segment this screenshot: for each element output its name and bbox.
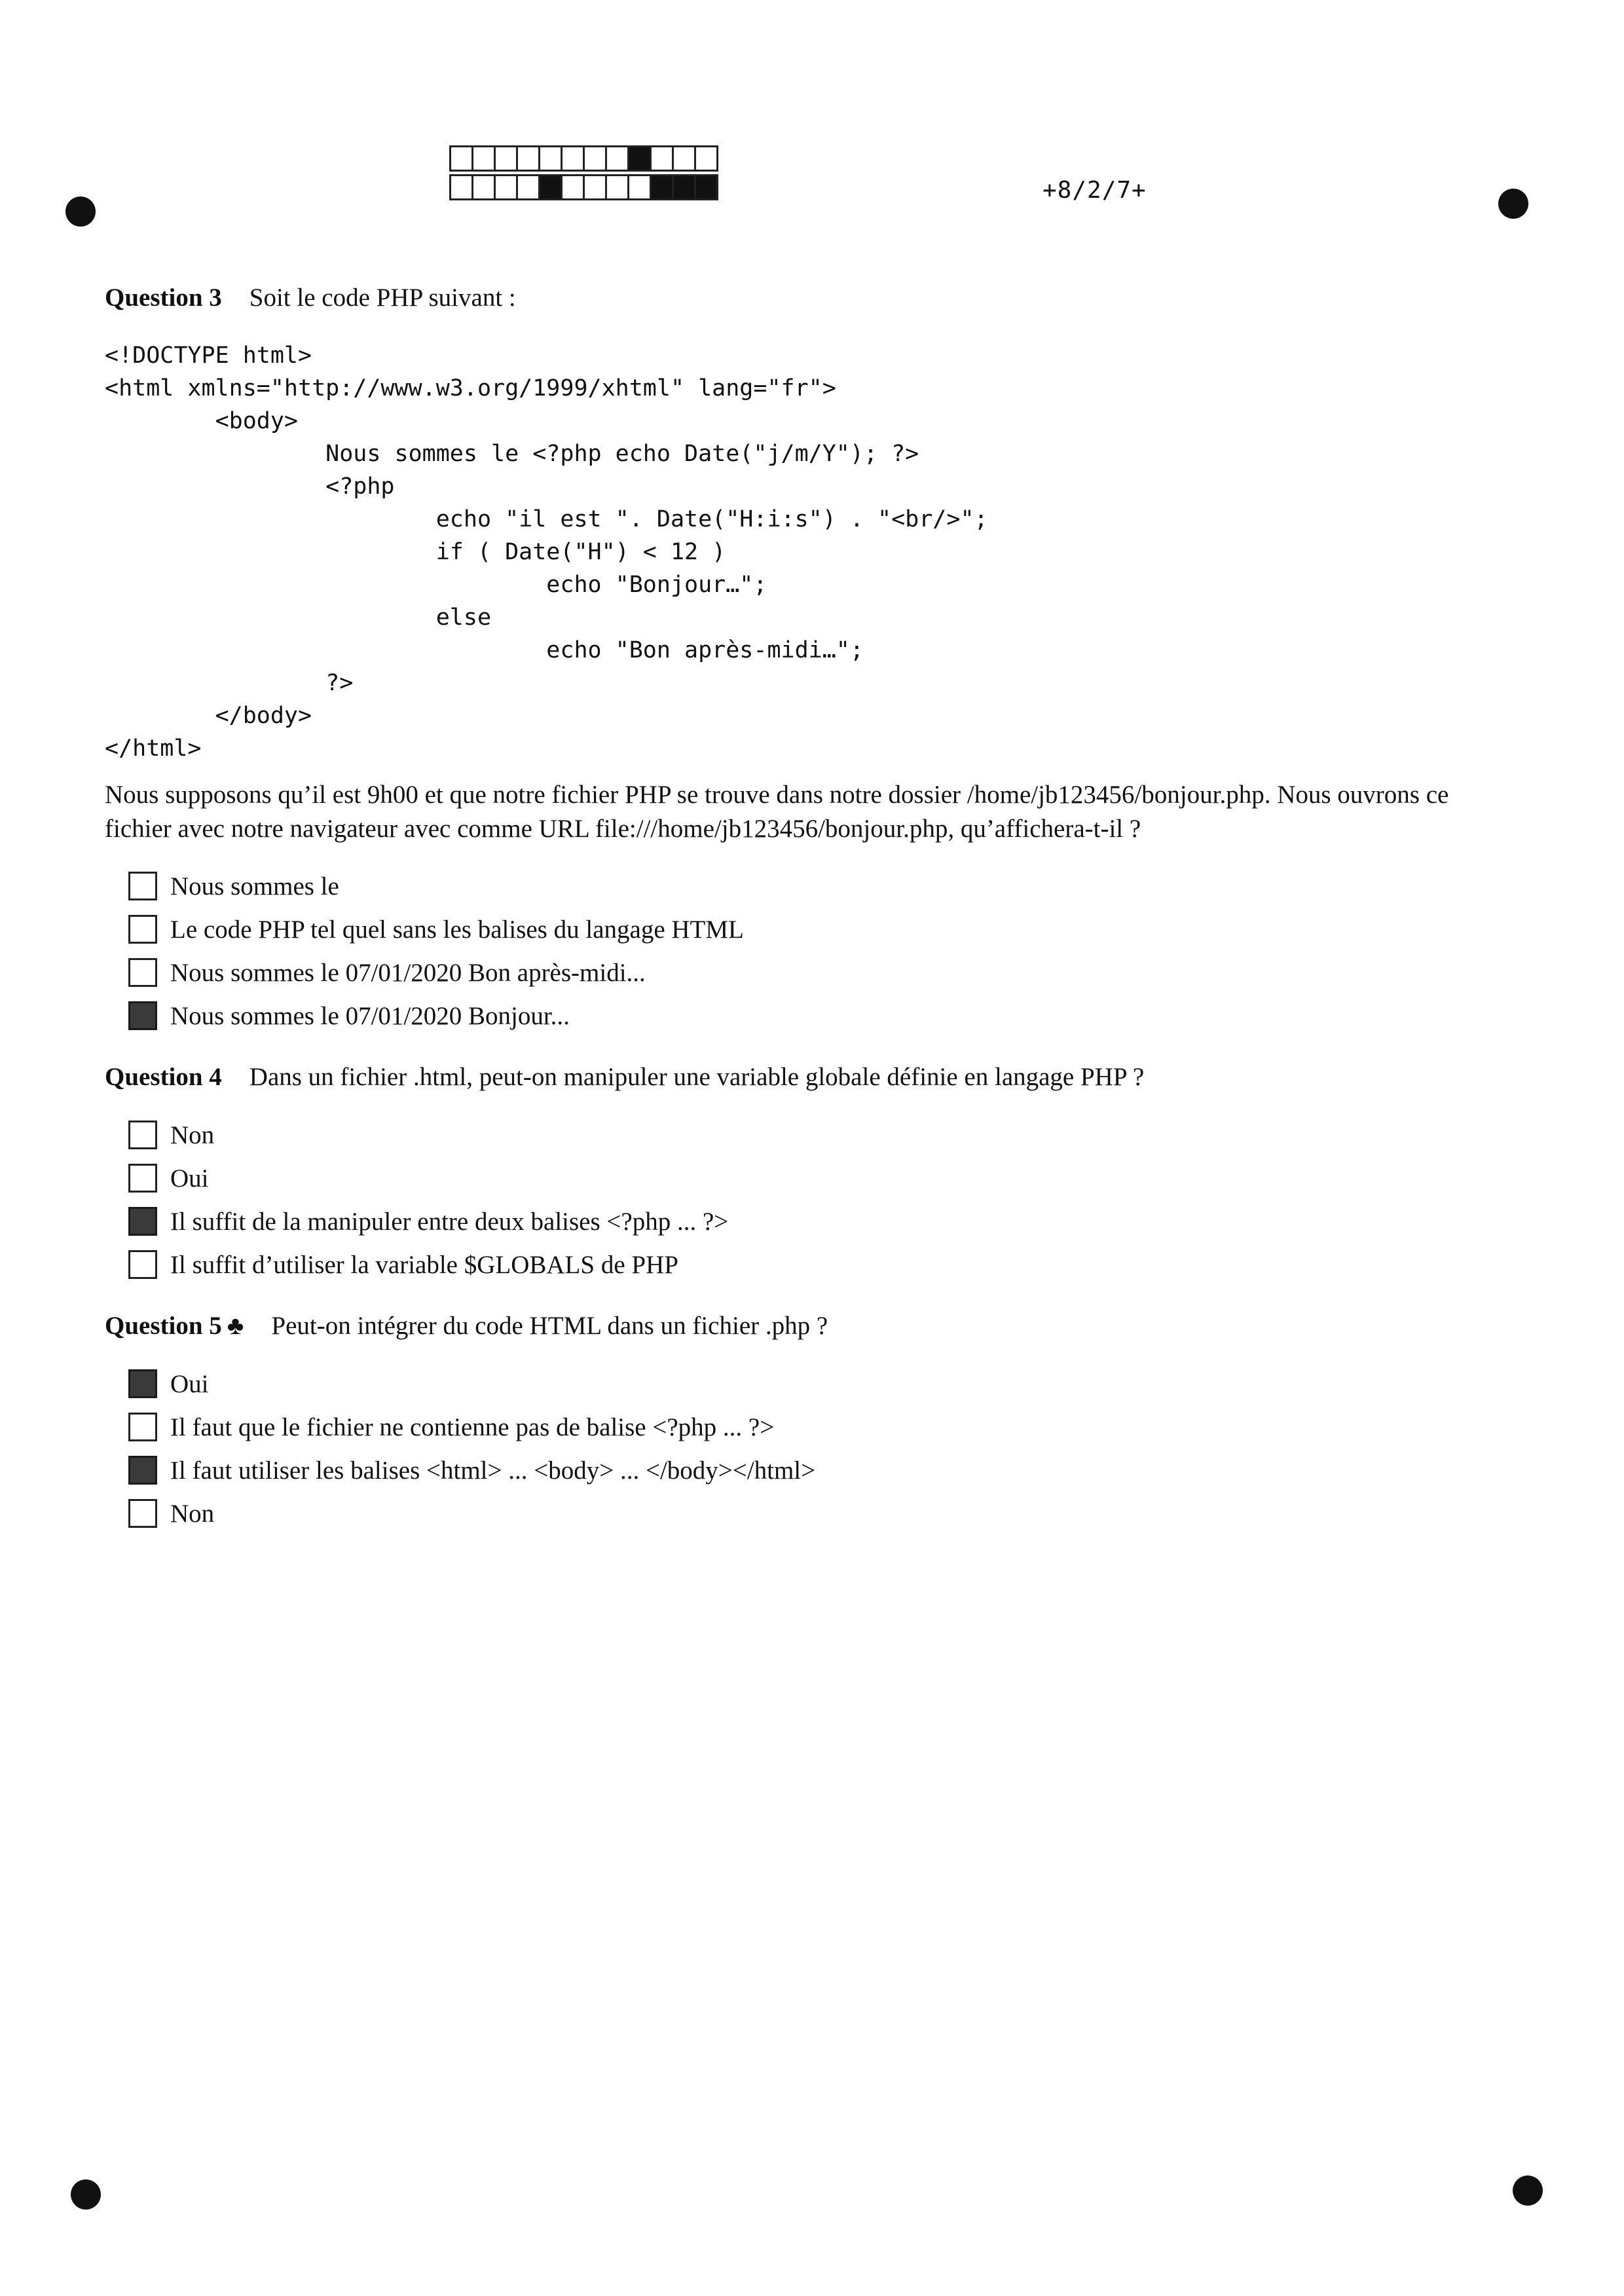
answer-option[interactable] [128, 951, 744, 994]
checkbox[interactable] [128, 1250, 157, 1279]
answer-label: Il faut utiliser les balises <html> ... <body> ... </body></html> [170, 1456, 816, 1485]
checkbox[interactable] [128, 1207, 157, 1236]
id-grid-cell [650, 174, 674, 200]
id-grid-cell [538, 174, 563, 200]
answer-option[interactable] [128, 1200, 728, 1243]
answer-label: Oui [170, 1369, 209, 1398]
id-grid-cell [650, 145, 674, 172]
page-code: +8/2/7+ [1043, 177, 1147, 204]
answer-option[interactable] [128, 1449, 815, 1492]
answer-option[interactable] [128, 1405, 815, 1449]
id-grid-cell [627, 145, 652, 172]
answer-label: Non [170, 1120, 215, 1149]
checkbox[interactable] [128, 915, 157, 944]
corner-marker-bottom-right [1513, 2176, 1543, 2206]
answer-label: Il suffit d’utiliser la variable $GLOBALS de PHP [170, 1250, 678, 1279]
answer-option[interactable] [128, 1243, 728, 1286]
id-grid-row [449, 174, 716, 200]
id-grid-cell [694, 174, 718, 200]
checkbox[interactable] [128, 1164, 157, 1193]
answer-label: Oui [170, 1164, 209, 1193]
id-grid-cell [605, 145, 629, 172]
id-grid-cell [471, 174, 496, 200]
answer-label: Nous sommes le 07/01/2020 Bonjour... [170, 1001, 570, 1030]
answer-option[interactable] [128, 908, 744, 951]
checkbox[interactable] [128, 958, 157, 987]
id-grid-cell [605, 174, 629, 200]
question-5-title-text: Question 5 [105, 1312, 222, 1340]
question-5-answers [128, 1362, 815, 1535]
corner-marker-bottom-left [71, 2179, 101, 2210]
question-3-title: Question 3 [105, 284, 222, 312]
id-grid-cell [471, 145, 496, 172]
id-grid-cell [583, 145, 607, 172]
checkbox[interactable] [128, 1413, 157, 1441]
id-grid-row [449, 145, 716, 172]
question-4-text: Dans un fichier .html, peut-on manipuler une variable globale définie en langage PHP ? [249, 1063, 1145, 1091]
id-grid-cell [516, 174, 540, 200]
corner-marker-top-right [1498, 189, 1528, 219]
answer-label: Le code PHP tel quel sans les balises du langage HTML [170, 915, 744, 944]
id-grid-cell [627, 174, 652, 200]
question-4-answers [128, 1113, 728, 1286]
answer-option[interactable] [128, 1362, 815, 1405]
answer-label: Il suffit de la manipuler entre deux balises <?php ... ?> [170, 1207, 729, 1236]
answer-label: Non [170, 1499, 215, 1528]
php-code-block: <!DOCTYPE html> <html xmlns="http://www.w3.org/1999/xhtml" lang="fr"> <body> Nous sommes le <?php echo Date("j/m/Y"); ?> <?php echo "il est ". Date("H:i:s") . "<br/>"; if ( Date("H") < 12 ) echo "Bonjour…"; else echo "Bon après-midi…"; ?> </body> </html> [105, 343, 988, 762]
id-grid-cell [494, 145, 518, 172]
id-grid-cell [583, 174, 607, 200]
answer-option[interactable] [128, 1113, 728, 1157]
id-grid-cell [561, 145, 585, 172]
corner-marker-top-left [65, 196, 96, 227]
answer-option[interactable] [128, 1492, 815, 1535]
question-4-header [105, 1062, 1144, 1092]
question-3-paragraph: Nous supposons qu’il est 9h00 et que notre fichier PHP se trouve dans notre dossier /home/jb123456/bonjour.php. Nous ouvrons ce fichier avec notre navigateur avec comme URL file:///home/jb123456/bonjour.php, qu’affichera-t-il ? [105, 781, 1449, 843]
checkbox[interactable] [128, 1499, 157, 1528]
club-icon: ♣ [227, 1312, 244, 1340]
id-grid-cell [694, 145, 718, 172]
question-5-header [105, 1311, 828, 1341]
answer-label: Nous sommes le [170, 872, 339, 900]
student-id-grid [449, 145, 716, 200]
id-grid-cell [672, 145, 696, 172]
id-grid-cell [494, 174, 518, 200]
question-5-title [105, 1311, 244, 1341]
id-grid-cell [561, 174, 585, 200]
answer-option[interactable] [128, 1157, 728, 1200]
question-5-text: Peut-on intégrer du code HTML dans un fichier .php ? [271, 1312, 828, 1340]
question-4-title: Question 4 [105, 1063, 222, 1091]
question-3-text: Soit le code PHP suivant : [249, 284, 516, 312]
id-grid-cell [538, 145, 563, 172]
id-grid-cell [516, 145, 540, 172]
checkbox[interactable] [128, 1001, 157, 1030]
checkbox[interactable] [128, 1369, 157, 1398]
answer-option[interactable] [128, 994, 744, 1037]
id-grid-cell [449, 145, 473, 172]
checkbox[interactable] [128, 872, 157, 900]
id-grid-cell [449, 174, 473, 200]
id-grid-cell [672, 174, 696, 200]
answer-label: Nous sommes le 07/01/2020 Bon après-midi... [170, 958, 646, 987]
answer-option[interactable] [128, 864, 744, 908]
checkbox[interactable] [128, 1456, 157, 1485]
question-3-header [105, 283, 516, 312]
answer-label: Il faut que le fichier ne contienne pas de balise <?php ... ?> [170, 1413, 775, 1441]
question-3-answers [128, 864, 744, 1037]
checkbox[interactable] [128, 1120, 157, 1149]
